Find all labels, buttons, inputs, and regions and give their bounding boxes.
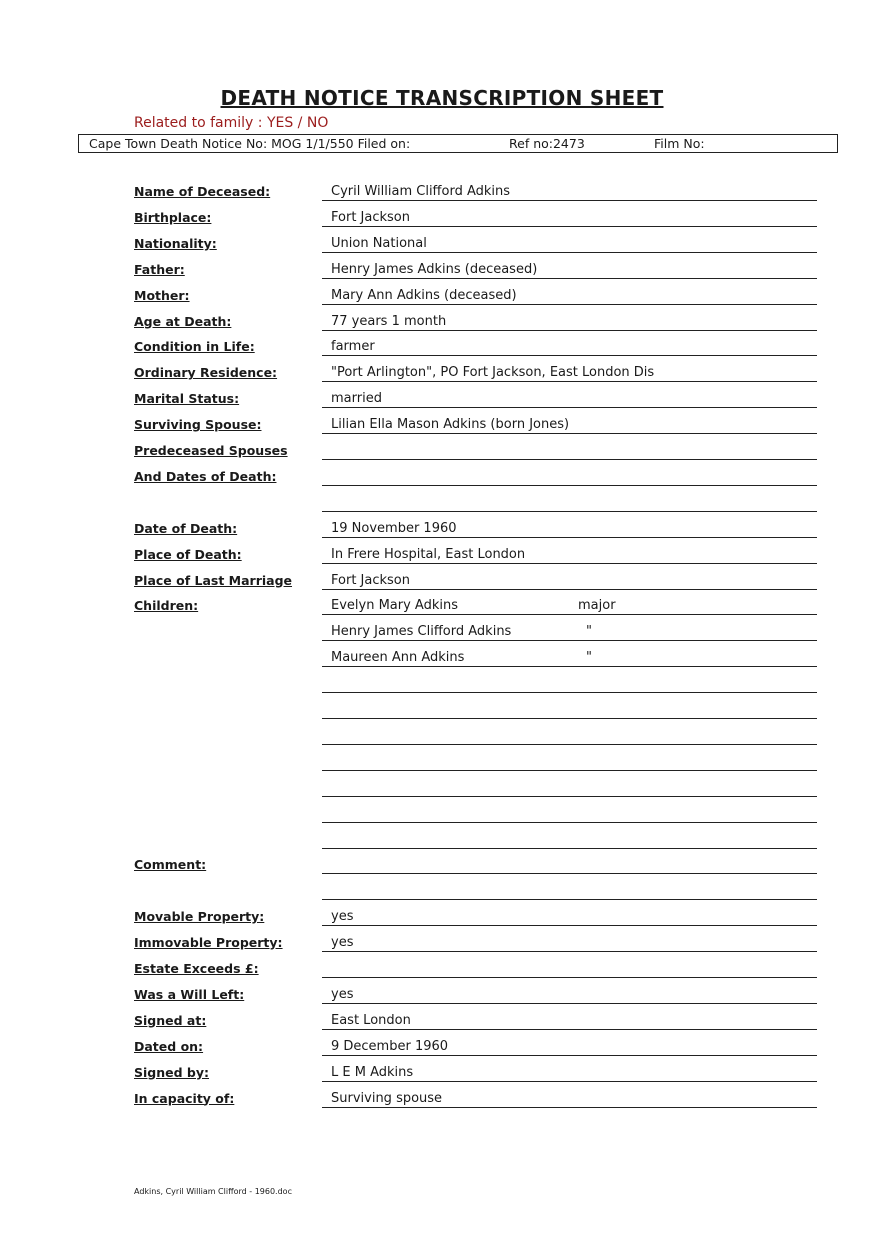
field-row bbox=[0, 1032, 884, 1056]
field-value: Fort Jackson bbox=[331, 209, 410, 225]
field-value: Henry James Adkins (deceased) bbox=[331, 261, 538, 277]
field-underline bbox=[322, 822, 817, 823]
field-value: Maureen Ann Adkins bbox=[331, 650, 465, 666]
notice-number: Cape Town Death Notice No: MOG 1/1/550 Filed on: bbox=[89, 136, 411, 151]
field-label: Signed by: bbox=[134, 1064, 210, 1080]
field-value: farmer bbox=[331, 339, 375, 355]
field-underline bbox=[322, 1107, 817, 1108]
field-row bbox=[0, 695, 884, 719]
field-value: Surviving spouse bbox=[331, 1090, 443, 1106]
field-label: Dated on: bbox=[134, 1038, 204, 1054]
field-value: 19 November 1960 bbox=[331, 520, 457, 536]
footer-filename: Adkins, Cyril William Clifford - 1960.doc bbox=[134, 1187, 292, 1196]
field-value: yes bbox=[331, 909, 354, 925]
field-underline bbox=[322, 330, 817, 331]
field-underline bbox=[322, 718, 817, 719]
field-row bbox=[0, 488, 884, 512]
field-label: Children: bbox=[134, 598, 199, 614]
field-value: yes bbox=[331, 986, 354, 1002]
field-label: Father: bbox=[134, 261, 185, 277]
field-underline bbox=[322, 459, 817, 460]
field-row bbox=[0, 902, 884, 926]
field-underline bbox=[322, 511, 817, 512]
field-label: Mother: bbox=[134, 287, 190, 303]
field-value: Evelyn Mary Adkins bbox=[331, 598, 459, 614]
field-underline bbox=[322, 278, 817, 279]
field-underline bbox=[322, 951, 817, 952]
field-underline bbox=[322, 226, 817, 227]
field-value: married bbox=[331, 391, 382, 407]
field-underline bbox=[322, 770, 817, 771]
field-value: 9 December 1960 bbox=[331, 1038, 449, 1054]
field-row bbox=[0, 954, 884, 978]
field-label: Marital Status: bbox=[134, 391, 240, 407]
field-underline bbox=[322, 589, 817, 590]
field-label: Birthplace: bbox=[134, 209, 212, 225]
field-value: Henry James Clifford Adkins bbox=[331, 624, 512, 640]
field-underline bbox=[322, 1003, 817, 1004]
field-row bbox=[0, 566, 884, 590]
field-value: Fort Jackson bbox=[331, 572, 410, 588]
field-row bbox=[0, 1058, 884, 1082]
field-row bbox=[0, 773, 884, 797]
field-underline bbox=[322, 873, 817, 874]
field-row bbox=[0, 850, 884, 874]
field-label: Signed at: bbox=[134, 1012, 207, 1028]
film-number: Film No: bbox=[654, 136, 705, 151]
field-label: Was a Will Left: bbox=[134, 986, 245, 1002]
field-label: In capacity of: bbox=[134, 1090, 235, 1106]
field-note: " bbox=[586, 624, 592, 640]
field-label: Surviving Spouse: bbox=[134, 417, 262, 433]
field-row bbox=[0, 721, 884, 745]
field-underline bbox=[322, 200, 817, 201]
field-row bbox=[0, 332, 884, 356]
field-value: "Port Arlington", PO Fort Jackson, East London Dis bbox=[331, 365, 655, 381]
field-row bbox=[0, 255, 884, 279]
field-row bbox=[0, 1006, 884, 1030]
field-row bbox=[0, 203, 884, 227]
field-row bbox=[0, 825, 884, 849]
field-row bbox=[0, 307, 884, 331]
field-row bbox=[0, 799, 884, 823]
field-label: Predeceased Spouses bbox=[134, 443, 288, 458]
field-value: L E M Adkins bbox=[331, 1064, 414, 1080]
field-underline bbox=[322, 666, 817, 667]
field-row bbox=[0, 384, 884, 408]
field-underline bbox=[322, 848, 817, 849]
field-underline bbox=[322, 614, 817, 615]
field-underline bbox=[322, 899, 817, 900]
field-underline bbox=[322, 1029, 817, 1030]
field-label: Nationality: bbox=[134, 235, 217, 251]
field-row bbox=[0, 617, 884, 641]
field-label: Name of Deceased: bbox=[134, 184, 271, 199]
field-underline bbox=[322, 692, 817, 693]
field-label: Place of Last Marriage bbox=[134, 572, 293, 588]
field-value: 77 years 1 month bbox=[331, 313, 447, 329]
field-note: major bbox=[578, 598, 616, 614]
field-label: Estate Exceeds £: bbox=[134, 961, 259, 976]
field-label: And Dates of Death: bbox=[134, 468, 277, 484]
field-row bbox=[0, 281, 884, 305]
field-underline bbox=[322, 563, 817, 564]
field-row bbox=[0, 436, 884, 460]
field-row bbox=[0, 747, 884, 771]
field-value: East London bbox=[331, 1012, 411, 1028]
field-row bbox=[0, 928, 884, 952]
field-row bbox=[0, 229, 884, 253]
field-label: Date of Death: bbox=[134, 520, 238, 536]
field-row bbox=[0, 462, 884, 486]
field-underline bbox=[322, 744, 817, 745]
field-label: Movable Property: bbox=[134, 909, 265, 925]
field-row bbox=[0, 876, 884, 900]
field-underline bbox=[322, 485, 817, 486]
field-underline bbox=[322, 407, 817, 408]
field-underline bbox=[322, 537, 817, 538]
ref-number: Ref no:2473 bbox=[509, 136, 585, 151]
field-value: Cyril William Clifford Adkins bbox=[331, 184, 511, 199]
field-row bbox=[0, 358, 884, 382]
field-label: Ordinary Residence: bbox=[134, 365, 278, 381]
field-value: yes bbox=[331, 935, 354, 951]
field-label: Condition in Life: bbox=[134, 339, 255, 355]
field-value: Mary Ann Adkins (deceased) bbox=[331, 287, 517, 303]
field-underline bbox=[322, 1055, 817, 1056]
field-label: Place of Death: bbox=[134, 546, 242, 562]
field-row bbox=[0, 410, 884, 434]
related-to-family: Related to family : YES / NO bbox=[134, 115, 329, 131]
field-value: Union National bbox=[331, 235, 427, 251]
field-underline bbox=[322, 640, 817, 641]
field-underline bbox=[322, 433, 817, 434]
field-underline bbox=[322, 925, 817, 926]
page-title: DEATH NOTICE TRANSCRIPTION SHEET bbox=[220, 86, 664, 110]
field-note: " bbox=[586, 650, 592, 666]
field-label: Age at Death: bbox=[134, 313, 232, 329]
field-row bbox=[0, 540, 884, 564]
field-value: Lilian Ella Mason Adkins (born Jones) bbox=[331, 417, 570, 433]
field-row bbox=[0, 514, 884, 538]
field-underline bbox=[322, 252, 817, 253]
field-row bbox=[0, 177, 884, 201]
field-underline bbox=[322, 977, 817, 978]
field-underline bbox=[322, 381, 817, 382]
field-underline bbox=[322, 796, 817, 797]
field-label: Comment: bbox=[134, 857, 207, 873]
field-row bbox=[0, 669, 884, 693]
field-row bbox=[0, 1084, 884, 1108]
field-underline bbox=[322, 1081, 817, 1082]
field-label: Immovable Property: bbox=[134, 935, 283, 951]
field-underline bbox=[322, 355, 817, 356]
field-value: In Frere Hospital, East London bbox=[331, 546, 526, 562]
field-row bbox=[0, 980, 884, 1004]
field-row bbox=[0, 591, 884, 615]
reference-box bbox=[78, 134, 838, 153]
field-underline bbox=[322, 304, 817, 305]
field-row bbox=[0, 643, 884, 667]
